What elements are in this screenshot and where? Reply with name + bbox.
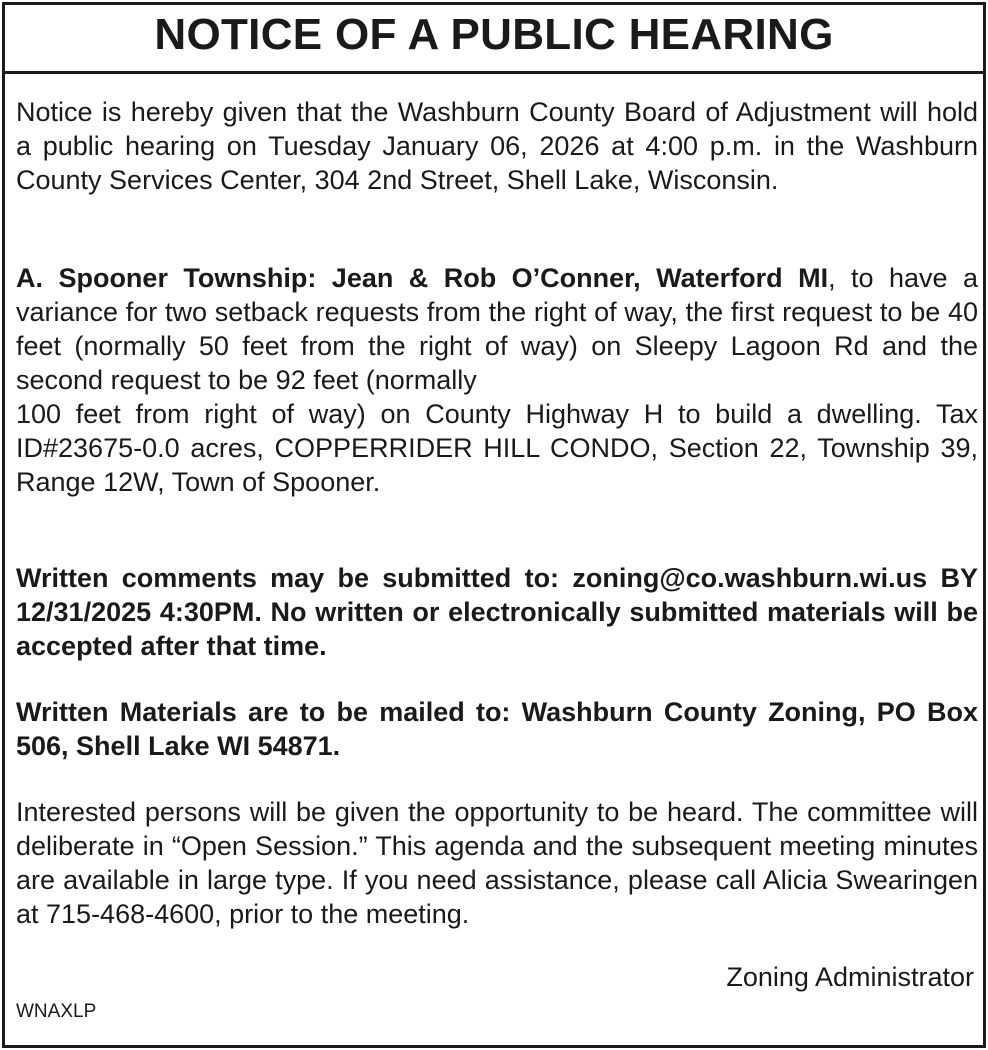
mailing-paragraph: Written Materials are to be mailed to: Washburn County Zoning, PO Box 506, Shell Lake WI 54871. [16, 697, 978, 761]
item-a-heading: A. Spooner Township: Jean & Rob O’Conner, Waterford MI [16, 263, 829, 293]
notice-frame [2, 2, 986, 1048]
signature: Zoning Administrator [726, 962, 974, 992]
hearing-announcement: Notice is hereby given that the Washburn County Board of Adjustment will hold a public hearing on Tuesday January 06, 2026 at 4:00 p.m. in the Washburn County Services Center, 304 2nd Street, Shell Lake, Wisconsin. [16, 97, 978, 195]
item-a-text-part2: 100 feet from right of way) on County Highway H to build a dwelling. Tax ID#23675-0.0 acres, COPPERRIDER HILL CONDO, Section 22, Township 39, Range 12W, Town of Spooner. [16, 399, 978, 497]
closing-paragraph: Interested persons will be given the opportunity to be heard. The committee will deliberate in “Open Session.” This agenda and the subsequent meeting minutes are available in large type. If you need assistance, please call Alicia Swearingen at 715-468-4600, prior to the meeting. [16, 797, 978, 929]
item-a-text-part1: , to have a variance for two setback requests from the right of way, the first request to be 40 feet (normally 50 feet from the right of way) on Sleepy Lagoon Rd and the second request to be 92 feet (normally [16, 263, 978, 395]
title-divider [5, 71, 983, 74]
notice-code: WNAXLP [16, 1001, 97, 1022]
notice-title: NOTICE OF A PUBLIC HEARING [154, 10, 834, 59]
item-a-paragraph [16, 261, 978, 499]
written-comments-paragraph: Written comments may be submitted to: zoning@co.washburn.wi.us BY 12/31/2025 4:30PM. No written or electronically submitted materials will be accepted after that time. [16, 563, 978, 661]
